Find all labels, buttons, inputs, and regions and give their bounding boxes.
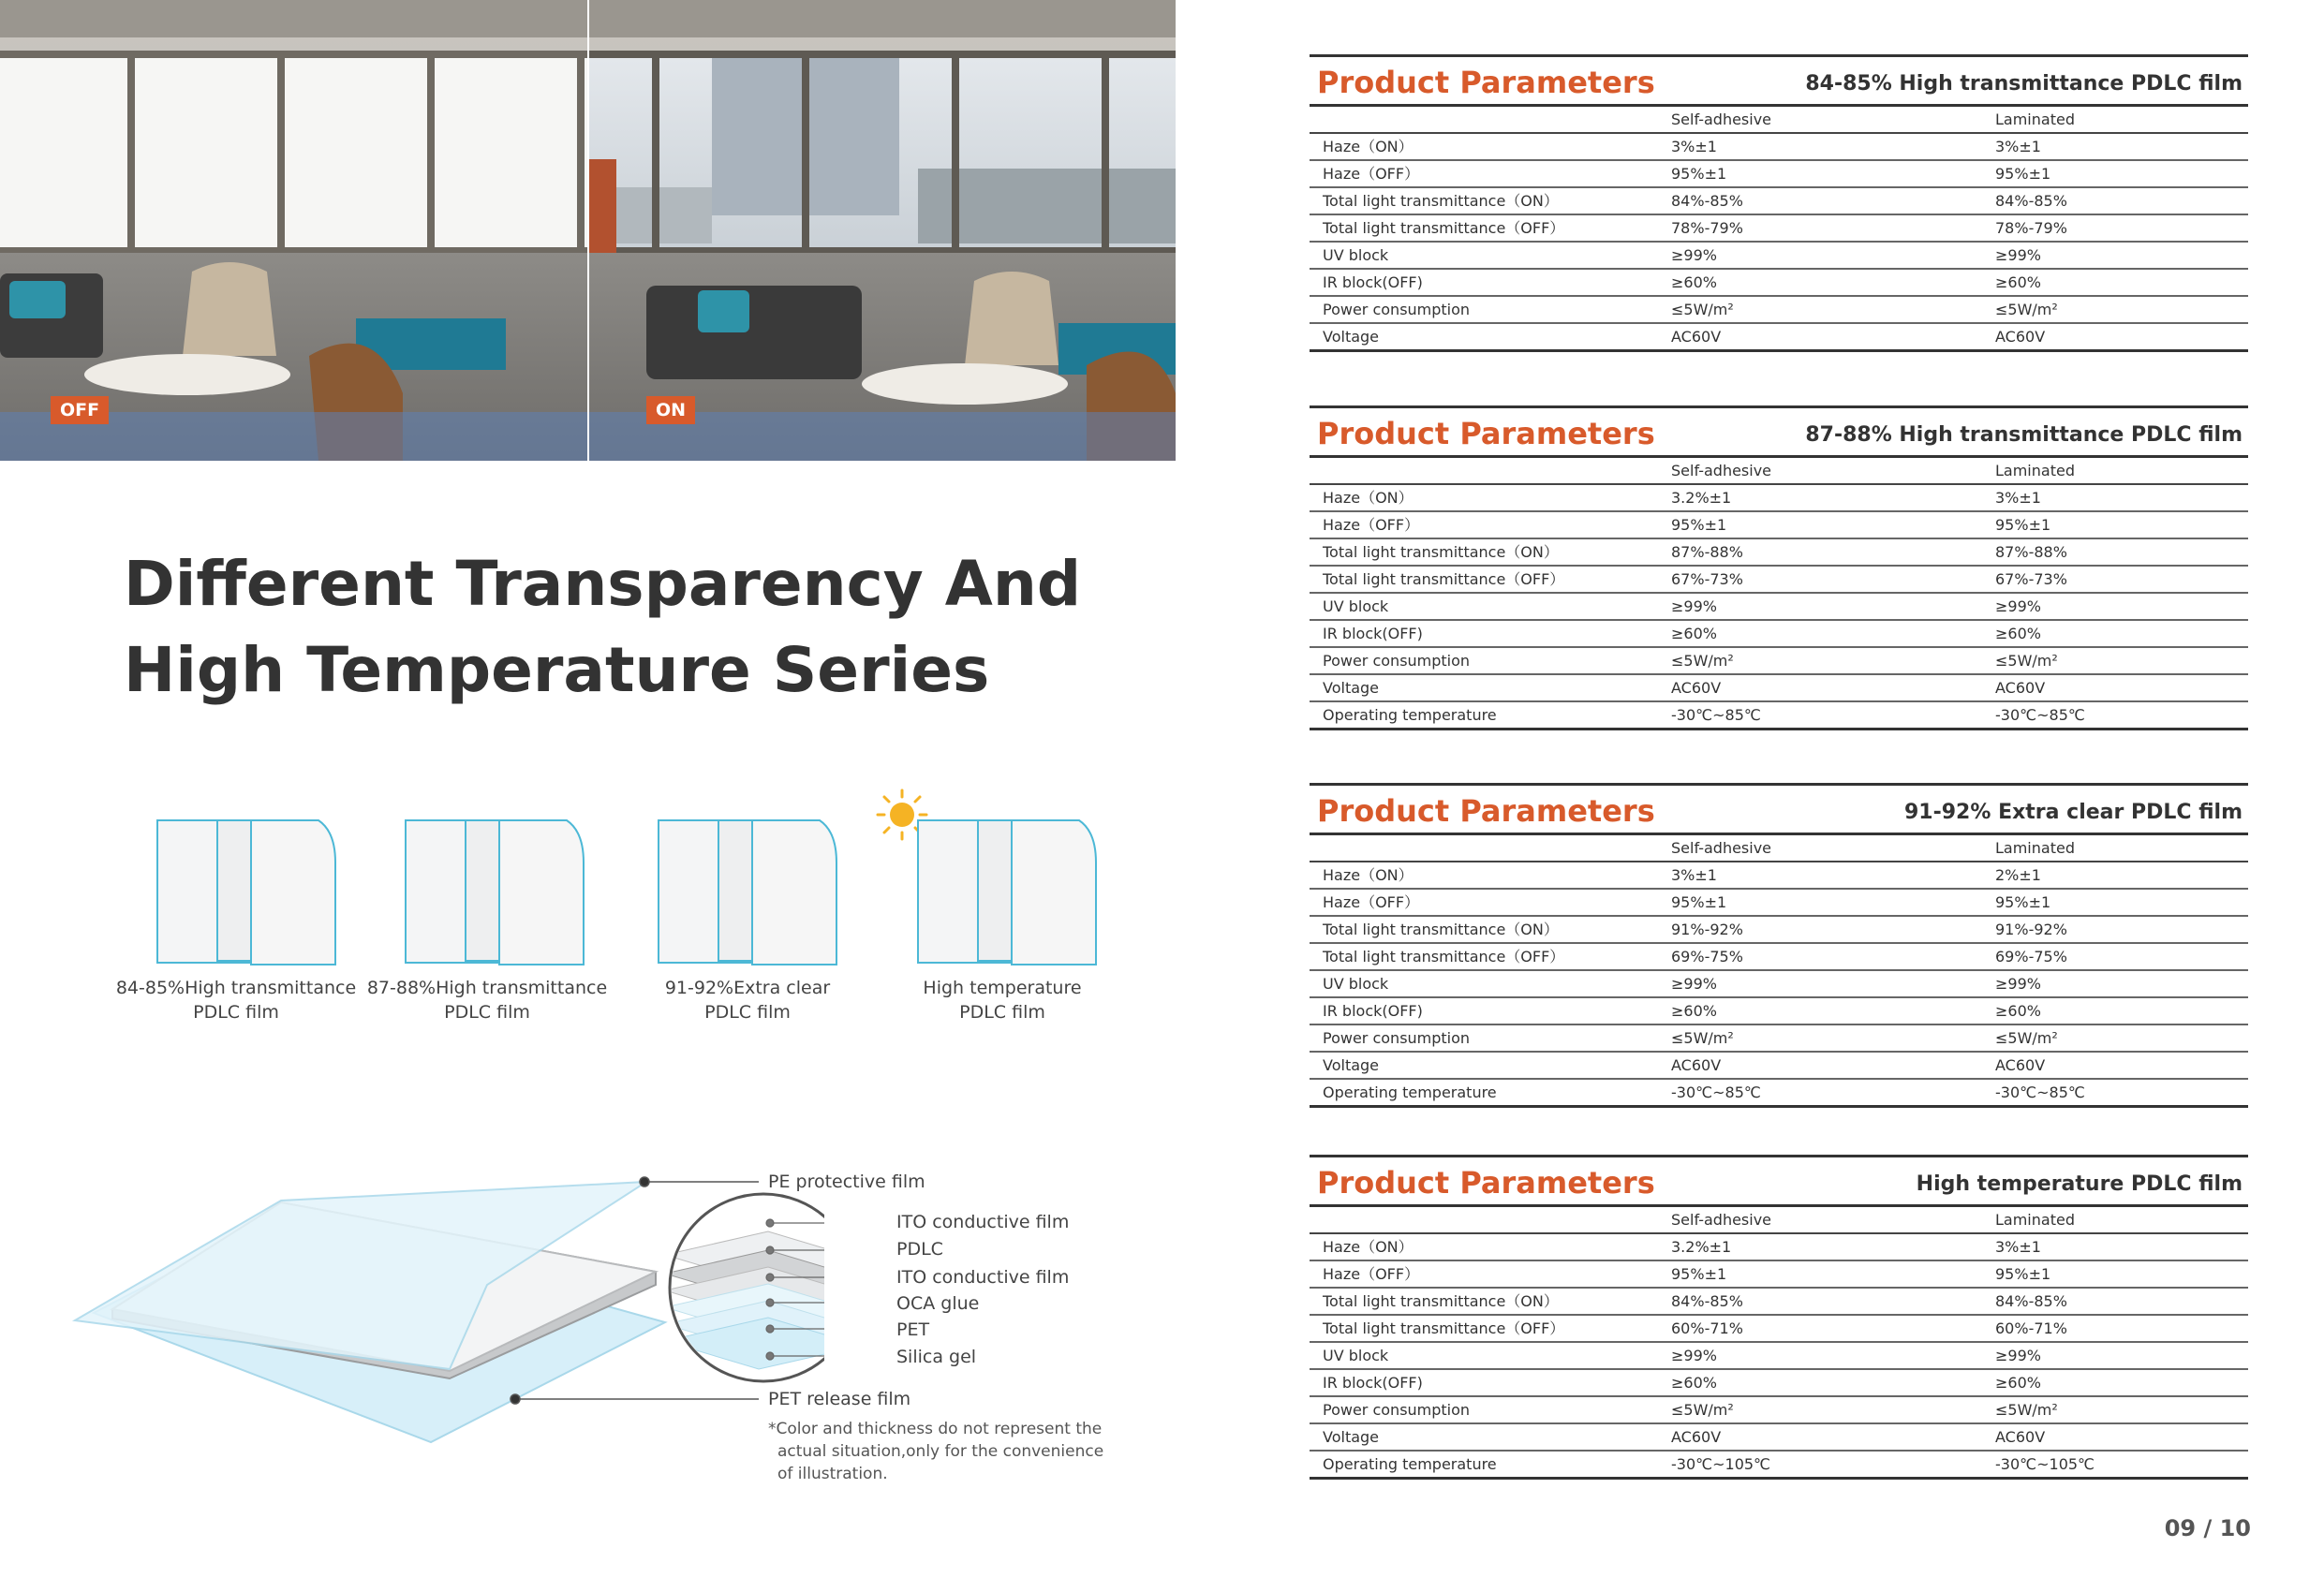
param-label: Haze（ON） bbox=[1323, 489, 1414, 507]
laminated-value: AC60V bbox=[1995, 328, 2046, 346]
self-adhesive-value: 95%±1 bbox=[1671, 516, 1727, 534]
param-table-91-92 bbox=[1310, 783, 2248, 1108]
self-adhesive-value: 84%-85% bbox=[1671, 192, 1743, 210]
self-adhesive-value: 91%-92% bbox=[1671, 921, 1743, 938]
param-table-87-88 bbox=[1310, 405, 2248, 730]
self-adhesive-value: 3%±1 bbox=[1671, 866, 1717, 884]
title-line-2: High Temperature Series bbox=[124, 634, 990, 706]
label-pe-protective-film: PE protective film bbox=[768, 1172, 925, 1192]
table-row bbox=[1310, 971, 2248, 998]
laminated-value: ≤5W/m² bbox=[1995, 301, 2058, 318]
self-adhesive-value: ≥60% bbox=[1671, 1002, 1717, 1020]
laminated-value: 87%-88% bbox=[1995, 543, 2067, 561]
param-label: Total light transmittance（ON） bbox=[1323, 543, 1559, 561]
laminated-value: 78%-79% bbox=[1995, 219, 2067, 237]
table-row bbox=[1310, 1080, 2248, 1108]
col-self-adhesive: Self-adhesive bbox=[1671, 462, 1772, 479]
param-label: Haze（OFF） bbox=[1323, 1265, 1420, 1283]
self-adhesive-value: ≤5W/m² bbox=[1671, 1401, 1734, 1419]
param-label: Operating temperature bbox=[1323, 706, 1497, 724]
param-label: Haze（ON） bbox=[1323, 138, 1414, 155]
laminated-value: -30℃~85℃ bbox=[1995, 1083, 2085, 1101]
film-label-1-line2: PDLC film bbox=[193, 1002, 279, 1023]
label-pet: PET bbox=[896, 1319, 930, 1340]
laminated-value: ≥60% bbox=[1995, 1374, 2041, 1392]
table-row bbox=[1310, 1025, 2248, 1053]
table-row bbox=[1310, 1343, 2248, 1370]
laminated-value: AC60V bbox=[1995, 679, 2046, 697]
laminated-value: AC60V bbox=[1995, 1056, 2046, 1074]
label-ito-conductive-film-1: ITO conductive film bbox=[896, 1212, 1070, 1232]
self-adhesive-value: 87%-88% bbox=[1671, 543, 1743, 561]
param-label: Operating temperature bbox=[1323, 1455, 1497, 1473]
self-adhesive-value: 3.2%±1 bbox=[1671, 1238, 1732, 1256]
column-header-row bbox=[1310, 1207, 2248, 1234]
self-adhesive-value: ≤5W/m² bbox=[1671, 301, 1734, 318]
note-line-3: of illustration. bbox=[777, 1465, 888, 1483]
col-self-adhesive: Self-adhesive bbox=[1671, 839, 1772, 857]
table-row bbox=[1310, 324, 2248, 352]
param-label: Power consumption bbox=[1323, 1401, 1471, 1419]
table-header bbox=[1310, 786, 2248, 835]
layer-structure-diagram bbox=[56, 1161, 824, 1465]
laminated-value: ≤5W/m² bbox=[1995, 652, 2058, 670]
self-adhesive-value: ≥99% bbox=[1671, 1347, 1717, 1364]
blank-header bbox=[1310, 107, 1671, 132]
label-pdlc: PDLC bbox=[896, 1239, 943, 1260]
table-row bbox=[1310, 539, 2248, 567]
office-photo bbox=[0, 0, 1176, 461]
table-rows bbox=[1310, 1234, 2248, 1480]
film-label-4-line1: High temperature bbox=[923, 978, 1082, 998]
self-adhesive-value: AC60V bbox=[1671, 328, 1722, 346]
table-row bbox=[1310, 1234, 2248, 1261]
param-table-84-85 bbox=[1310, 54, 2248, 352]
param-label: UV block bbox=[1323, 246, 1389, 264]
param-label: Power consumption bbox=[1323, 652, 1471, 670]
film-label-1 bbox=[110, 976, 363, 1024]
table-row bbox=[1310, 944, 2248, 971]
laminated-value: 91%-92% bbox=[1995, 921, 2067, 938]
laminated-value: ≥99% bbox=[1995, 246, 2041, 264]
film-label-2-line2: PDLC film bbox=[444, 1002, 530, 1023]
disclaimer-note bbox=[768, 1418, 1105, 1485]
param-label: Total light transmittance（OFF） bbox=[1323, 219, 1565, 237]
table-row bbox=[1310, 215, 2248, 243]
param-label: Voltage bbox=[1323, 1428, 1380, 1446]
laminated-value: ≥60% bbox=[1995, 1002, 2041, 1020]
table-title: Product Parameters bbox=[1317, 793, 1655, 829]
param-label: Haze（OFF） bbox=[1323, 516, 1420, 534]
self-adhesive-value: ≤5W/m² bbox=[1671, 652, 1734, 670]
self-adhesive-value: 69%-75% bbox=[1671, 948, 1743, 965]
label-pet-release-film: PET release film bbox=[768, 1389, 911, 1409]
table-row bbox=[1310, 917, 2248, 944]
self-adhesive-value: 84%-85% bbox=[1671, 1292, 1743, 1310]
laminated-value: ≤5W/m² bbox=[1995, 1401, 2058, 1419]
table-title: Product Parameters bbox=[1317, 1165, 1655, 1201]
table-row bbox=[1310, 890, 2248, 917]
param-label: Total light transmittance（ON） bbox=[1323, 921, 1559, 938]
self-adhesive-value: -30℃~105℃ bbox=[1671, 1455, 1771, 1473]
table-row bbox=[1310, 134, 2248, 161]
table-header bbox=[1310, 57, 2248, 107]
table-row bbox=[1310, 675, 2248, 702]
self-adhesive-value: ≥99% bbox=[1671, 246, 1717, 264]
label-oca-glue: OCA glue bbox=[896, 1293, 980, 1314]
param-label: UV block bbox=[1323, 1347, 1389, 1364]
page-number: 09 / 10 bbox=[2164, 1515, 2251, 1541]
film-icon-3 bbox=[651, 813, 838, 976]
self-adhesive-value: AC60V bbox=[1671, 1428, 1722, 1446]
off-badge: OFF bbox=[51, 396, 109, 424]
on-badge: ON bbox=[646, 396, 695, 424]
param-label: Voltage bbox=[1323, 328, 1380, 346]
film-label-4 bbox=[876, 976, 1129, 1024]
self-adhesive-value: 3%±1 bbox=[1671, 138, 1717, 155]
table-subtitle: 84-85% High transmittance PDLC film bbox=[1805, 72, 2243, 96]
param-label: Total light transmittance（ON） bbox=[1323, 1292, 1559, 1310]
laminated-value: 84%-85% bbox=[1995, 1292, 2067, 1310]
table-title: Product Parameters bbox=[1317, 65, 1655, 100]
table-row bbox=[1310, 270, 2248, 297]
param-label: IR block(OFF) bbox=[1323, 625, 1423, 642]
param-label: Total light transmittance（OFF） bbox=[1323, 570, 1565, 588]
table-row bbox=[1310, 243, 2248, 270]
table-row bbox=[1310, 297, 2248, 324]
film-label-3-line1: 91-92%Extra clear bbox=[664, 978, 831, 998]
laminated-value: ≥99% bbox=[1995, 975, 2041, 993]
param-label: Total light transmittance（OFF） bbox=[1323, 1319, 1565, 1337]
self-adhesive-value: AC60V bbox=[1671, 1056, 1722, 1074]
self-adhesive-value: ≥60% bbox=[1671, 1374, 1717, 1392]
table-row bbox=[1310, 567, 2248, 594]
self-adhesive-value: 95%±1 bbox=[1671, 893, 1727, 911]
col-laminated: Laminated bbox=[1995, 839, 2075, 857]
table-row bbox=[1310, 1424, 2248, 1452]
laminated-value: -30℃~85℃ bbox=[1995, 706, 2085, 724]
param-label: UV block bbox=[1323, 975, 1389, 993]
laminated-value: ≥60% bbox=[1995, 273, 2041, 291]
table-row bbox=[1310, 161, 2248, 188]
param-label: Power consumption bbox=[1323, 1029, 1471, 1047]
laminated-value: 3%±1 bbox=[1995, 1238, 2041, 1256]
note-line-1: *Color and thickness do not represent the bbox=[768, 1420, 1103, 1438]
column-header-row bbox=[1310, 458, 2248, 485]
table-header bbox=[1310, 408, 2248, 458]
table-row bbox=[1310, 1316, 2248, 1343]
laminated-value: 3%±1 bbox=[1995, 489, 2041, 507]
self-adhesive-value: 95%±1 bbox=[1671, 165, 1727, 183]
film-label-3 bbox=[621, 976, 874, 1024]
laminated-value: ≥99% bbox=[1995, 597, 2041, 615]
self-adhesive-value: AC60V bbox=[1671, 679, 1722, 697]
param-label: UV block bbox=[1323, 597, 1389, 615]
col-laminated: Laminated bbox=[1995, 462, 2075, 479]
param-label: Total light transmittance（ON） bbox=[1323, 192, 1559, 210]
table-row bbox=[1310, 998, 2248, 1025]
param-label: Power consumption bbox=[1323, 301, 1471, 318]
table-row bbox=[1310, 1397, 2248, 1424]
blank-header bbox=[1310, 835, 1671, 861]
laminated-value: 95%±1 bbox=[1995, 1265, 2051, 1283]
param-label: IR block(OFF) bbox=[1323, 1002, 1423, 1020]
table-row bbox=[1310, 594, 2248, 621]
laminated-value: 84%-85% bbox=[1995, 192, 2067, 210]
table-row bbox=[1310, 648, 2248, 675]
param-label: Haze（ON） bbox=[1323, 1238, 1414, 1256]
table-row bbox=[1310, 485, 2248, 512]
param-label: Voltage bbox=[1323, 679, 1380, 697]
film-icon-4 bbox=[910, 813, 1098, 976]
table-row bbox=[1310, 1289, 2248, 1316]
film-label-1-line1: 84-85%High transmittance bbox=[115, 978, 357, 998]
column-header-row bbox=[1310, 107, 2248, 134]
table-subtitle: 91-92% Extra clear PDLC film bbox=[1904, 801, 2243, 824]
blank-header bbox=[1310, 1207, 1671, 1232]
table-rows bbox=[1310, 485, 2248, 730]
param-label: Operating temperature bbox=[1323, 1083, 1497, 1101]
col-self-adhesive: Self-adhesive bbox=[1671, 1211, 1772, 1229]
laminated-value: 2%±1 bbox=[1995, 866, 2041, 884]
table-subtitle: High temperature PDLC film bbox=[1916, 1172, 2243, 1196]
param-table-high-temperature bbox=[1310, 1155, 2248, 1480]
param-label: Voltage bbox=[1323, 1056, 1380, 1074]
blank-header bbox=[1310, 458, 1671, 483]
self-adhesive-value: ≤5W/m² bbox=[1671, 1029, 1734, 1047]
table-row bbox=[1310, 862, 2248, 890]
laminated-value: 60%-71% bbox=[1995, 1319, 2067, 1337]
laminated-value: 95%±1 bbox=[1995, 893, 2051, 911]
table-rows bbox=[1310, 134, 2248, 352]
laminated-value: 95%±1 bbox=[1995, 165, 2051, 183]
param-label: Total light transmittance（OFF） bbox=[1323, 948, 1565, 965]
self-adhesive-value: 60%-71% bbox=[1671, 1319, 1743, 1337]
laminated-value: -30℃~105℃ bbox=[1995, 1455, 2095, 1473]
param-label: Haze（ON） bbox=[1323, 866, 1414, 884]
col-laminated: Laminated bbox=[1995, 111, 2075, 128]
param-label: Haze（OFF） bbox=[1323, 893, 1420, 911]
film-label-2-line1: 87-88%High transmittance bbox=[366, 978, 608, 998]
title-line-1: Different Transparency And bbox=[124, 548, 1082, 620]
table-row bbox=[1310, 621, 2248, 648]
param-label: Haze（OFF） bbox=[1323, 165, 1420, 183]
self-adhesive-value: 67%-73% bbox=[1671, 570, 1743, 588]
table-subtitle: 87-88% High transmittance PDLC film bbox=[1805, 423, 2243, 447]
laminated-value: 67%-73% bbox=[1995, 570, 2067, 588]
param-label: IR block(OFF) bbox=[1323, 273, 1423, 291]
laminated-value: 69%-75% bbox=[1995, 948, 2067, 965]
laminated-value: AC60V bbox=[1995, 1428, 2046, 1446]
laminated-value: ≥99% bbox=[1995, 1347, 2041, 1364]
col-self-adhesive: Self-adhesive bbox=[1671, 111, 1772, 128]
table-row bbox=[1310, 1452, 2248, 1480]
table-row bbox=[1310, 1370, 2248, 1397]
table-row bbox=[1310, 1261, 2248, 1289]
film-icon-2 bbox=[398, 813, 585, 976]
table-row bbox=[1310, 512, 2248, 539]
self-adhesive-value: ≥99% bbox=[1671, 597, 1717, 615]
laminated-value: ≤5W/m² bbox=[1995, 1029, 2058, 1047]
film-label-3-line2: PDLC film bbox=[704, 1002, 791, 1023]
self-adhesive-value: -30℃~85℃ bbox=[1671, 706, 1761, 724]
film-label-4-line2: PDLC film bbox=[959, 1002, 1045, 1023]
table-row bbox=[1310, 702, 2248, 730]
self-adhesive-value: ≥60% bbox=[1671, 273, 1717, 291]
label-ito-conductive-film-2: ITO conductive film bbox=[896, 1267, 1070, 1288]
self-adhesive-value: ≥60% bbox=[1671, 625, 1717, 642]
table-title: Product Parameters bbox=[1317, 416, 1655, 451]
table-rows bbox=[1310, 862, 2248, 1108]
page-title bbox=[124, 541, 1081, 714]
film-icon-1 bbox=[150, 813, 337, 976]
table-header bbox=[1310, 1157, 2248, 1207]
param-label: IR block(OFF) bbox=[1323, 1374, 1423, 1392]
film-label-2 bbox=[361, 976, 614, 1024]
note-line-2: actual situation,only for the convenience bbox=[777, 1442, 1104, 1461]
column-header-row bbox=[1310, 835, 2248, 862]
self-adhesive-value: 78%-79% bbox=[1671, 219, 1743, 237]
self-adhesive-value: 95%±1 bbox=[1671, 1265, 1727, 1283]
col-laminated: Laminated bbox=[1995, 1211, 2075, 1229]
laminated-value: 3%±1 bbox=[1995, 138, 2041, 155]
table-row bbox=[1310, 1053, 2248, 1080]
self-adhesive-value: ≥99% bbox=[1671, 975, 1717, 993]
laminated-value: ≥60% bbox=[1995, 625, 2041, 642]
table-row bbox=[1310, 188, 2248, 215]
laminated-value: 95%±1 bbox=[1995, 516, 2051, 534]
self-adhesive-value: -30℃~85℃ bbox=[1671, 1083, 1761, 1101]
label-silica-gel: Silica gel bbox=[896, 1347, 977, 1367]
self-adhesive-value: 3.2%±1 bbox=[1671, 489, 1732, 507]
